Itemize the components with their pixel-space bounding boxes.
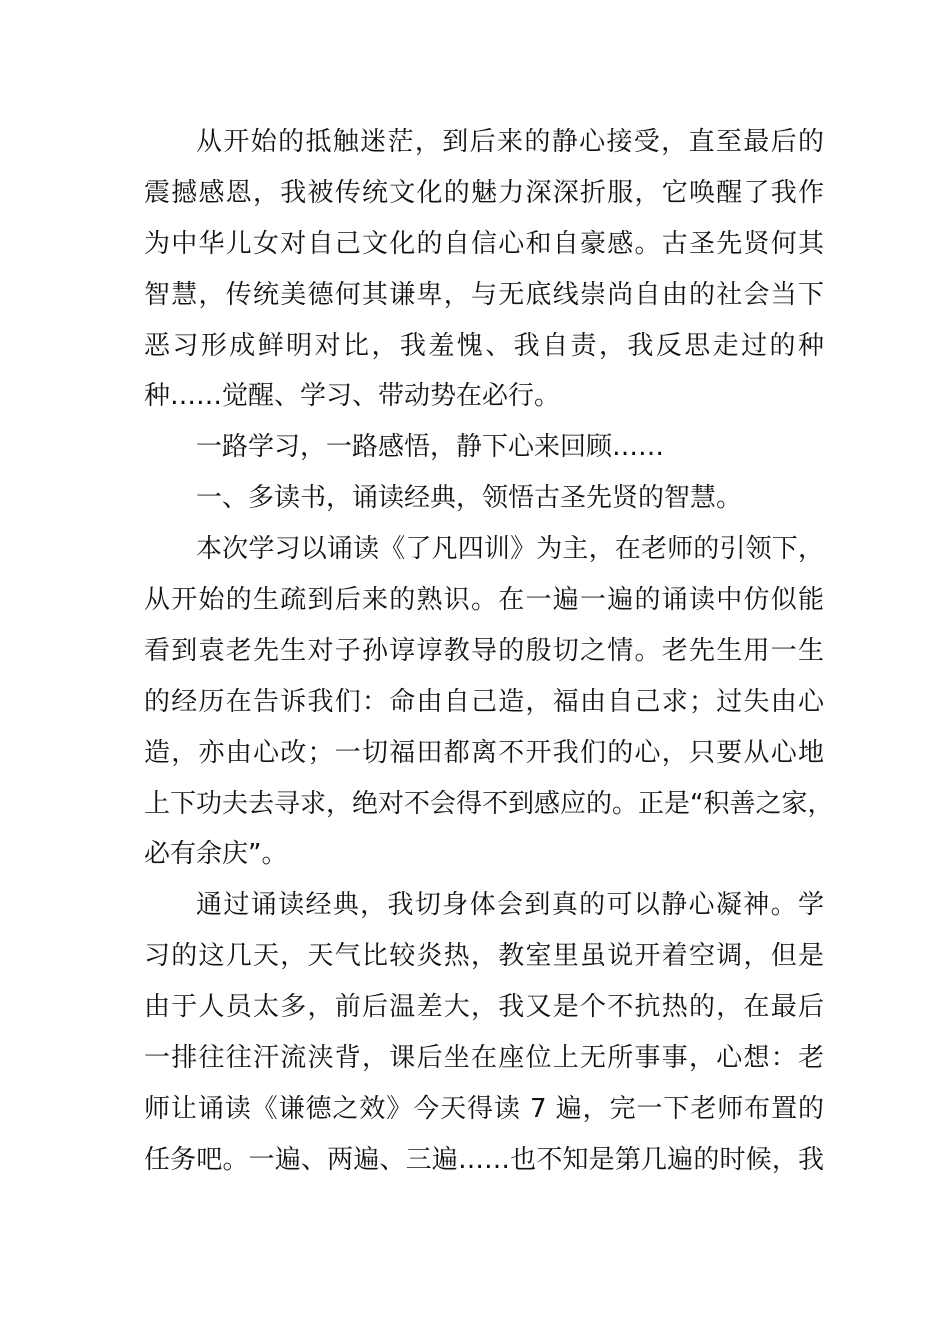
text-line: 任务吧。一遍、两遍、三遍……也不知是第几遍的时候，我 [144, 1144, 824, 1175]
text-line: 造，亦由心改；一切福田都离不开我们的心，只要从心地 [144, 737, 824, 768]
text-line: 恶习形成鲜明对比，我羞愧、我自责，我反思走过的种 [144, 330, 824, 361]
text-line: 一排往往汗流浃背，课后坐在座位上无所事事，心想：老 [144, 1043, 824, 1074]
text-line: 由于人员太多，前后温差大，我又是个不抗热的，在最后 [144, 992, 824, 1023]
text-line: 从开始的生疏到后来的熟识。在一遍一遍的诵读中仿似能 [144, 585, 824, 616]
text-line: 上下功夫去寻求，绝对不会得不到感应的。正是“积善之家， [144, 788, 834, 819]
text-line: 本次学习以诵读《了凡四训》为主，在老师的引领下， [196, 534, 824, 565]
text-line: 从开始的抵触迷茫，到后来的静心接受，直至最后的 [196, 127, 824, 157]
text-line: 种……觉醒、学习、带动势在必行。 [144, 381, 561, 412]
text-line: 一路学习，一路感悟，静下心来回顾…… [196, 432, 665, 463]
text-line: 看到袁老先生对子孙谆谆教导的殷切之情。老先生用一生 [144, 635, 824, 666]
text-line: 的经历在告诉我们：命由自己造，福由自己求；过失由心 [144, 686, 824, 717]
text-line: 为中华儿女对自己文化的自信心和自豪感。古圣先贤何其 [144, 228, 824, 259]
text-line: 习的这几天，天气比较炎热，教室里虽说开着空调，但是 [144, 941, 824, 972]
text-line: 师让诵读《谦德之效》今天得读 7 遍，完一下老师布置的 [144, 1093, 824, 1124]
document-body [144, 117, 834, 1186]
text-line: 智慧，传统美德何其谦卑，与无底线崇尚自由的社会当下 [144, 279, 824, 310]
text-line: 通过诵读经典，我切身体会到真的可以静心凝神。学 [196, 890, 824, 921]
text-line: 必有余庆”。 [144, 839, 288, 870]
section-heading: 一、多读书，诵读经典，领悟古圣先贤的智慧。 [196, 483, 743, 514]
text-line: 震撼感恩，我被传统文化的魅力深深折服，它唤醒了我作 [144, 177, 824, 208]
